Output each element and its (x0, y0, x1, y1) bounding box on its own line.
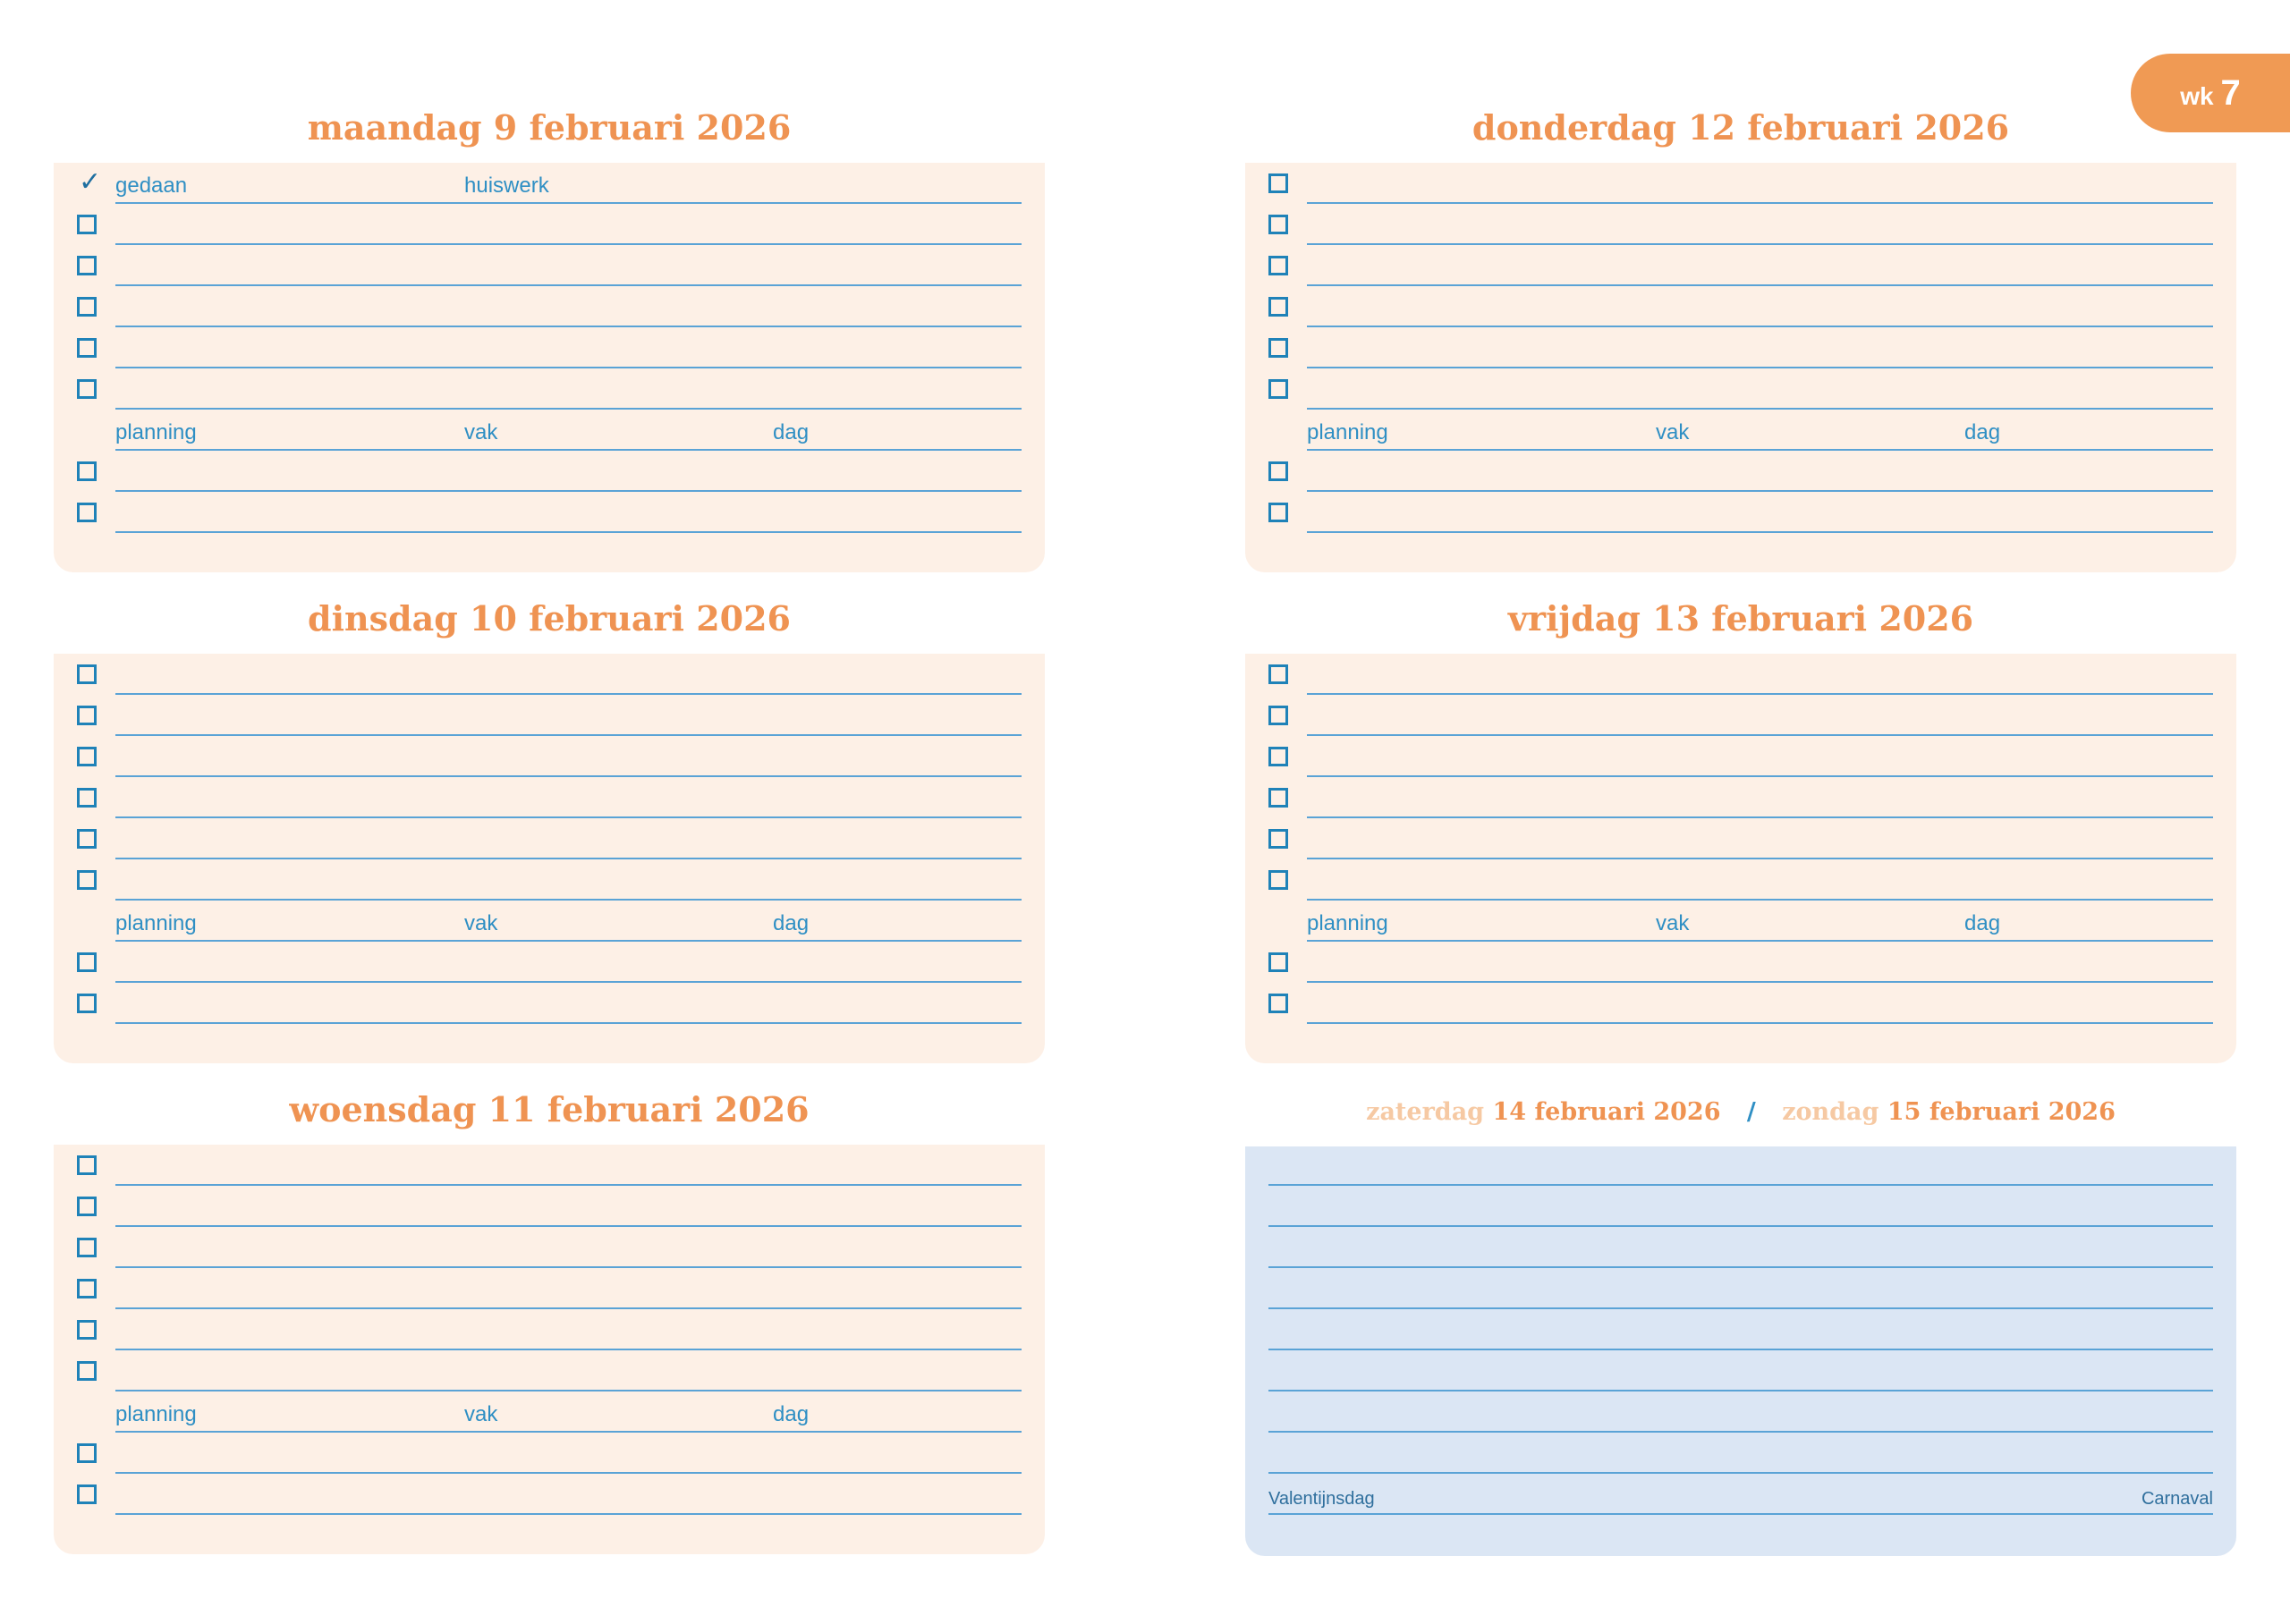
planning-label: planning (1307, 911, 1388, 935)
task-row (54, 1268, 1045, 1309)
task-row (54, 859, 1045, 901)
carnival-label: Carnaval (2141, 1489, 2213, 1509)
task-row (1245, 163, 2236, 204)
week-label: wk (2180, 82, 2214, 110)
task-row (54, 327, 1045, 368)
homework-label: huiswerk (464, 173, 549, 198)
task-row (54, 245, 1045, 286)
task-checkbox[interactable] (77, 1197, 97, 1216)
writing-line[interactable] (1268, 1513, 2213, 1515)
weekend-separator: / (1746, 1098, 1756, 1126)
planning-header-row (1245, 901, 2236, 942)
task-row (54, 695, 1045, 736)
task-checkbox[interactable] (77, 1279, 97, 1298)
task-checkbox[interactable] (1268, 461, 1288, 481)
planning-label: planning (1307, 420, 1388, 444)
day-panel-friday (1245, 654, 2236, 1063)
task-checkbox[interactable] (77, 461, 97, 481)
task-checkbox[interactable] (1268, 994, 1288, 1013)
task-row (54, 818, 1045, 859)
weekend-line-row (1245, 1309, 2236, 1350)
task-row (54, 1350, 1045, 1391)
task-checkbox[interactable] (1268, 256, 1288, 275)
task-checkbox[interactable] (1268, 338, 1288, 358)
day-label: dag (773, 420, 810, 444)
task-checkbox[interactable] (1268, 297, 1288, 317)
day-title-friday: vrijdag 13 februari 2026 (1507, 598, 1974, 639)
day-label: dag (1964, 911, 2001, 935)
notes-row (1245, 1474, 2236, 1515)
weekend-line-row (1245, 1268, 2236, 1309)
task-row (1245, 736, 2236, 777)
task-checkbox[interactable] (77, 1155, 97, 1175)
writing-line[interactable] (1307, 1022, 2213, 1024)
task-checkbox[interactable] (77, 1361, 97, 1381)
task-checkbox[interactable] (77, 706, 97, 725)
week-number: 7 (2220, 72, 2241, 113)
task-row (1245, 818, 2236, 859)
task-row (1245, 286, 2236, 327)
task-checkbox[interactable] (77, 994, 97, 1013)
task-row (1245, 654, 2236, 695)
weekend-line-row (1245, 1227, 2236, 1268)
task-row (1245, 983, 2236, 1024)
task-checkbox[interactable] (77, 664, 97, 684)
task-row (54, 1309, 1045, 1350)
task-row (54, 1145, 1045, 1186)
valentines-day-label: Valentijnsdag (1268, 1489, 1375, 1509)
task-row (54, 368, 1045, 410)
subject-label: vak (464, 911, 498, 935)
task-row (1245, 695, 2236, 736)
day-label: dag (773, 911, 810, 935)
task-checkbox[interactable] (77, 297, 97, 317)
weekend-line-row (1245, 1433, 2236, 1474)
weekend-line-row (1245, 1186, 2236, 1227)
task-checkbox[interactable] (1268, 747, 1288, 766)
weekend-title (1245, 1098, 2236, 1126)
task-row (1245, 368, 2236, 410)
writing-line[interactable] (115, 531, 1022, 533)
task-checkbox[interactable] (77, 338, 97, 358)
day-panel-monday (54, 163, 1045, 572)
sunday-date: 15 februari 2026 (1887, 1098, 2116, 1126)
task-row (1245, 327, 2236, 368)
task-checkbox[interactable] (1268, 215, 1288, 234)
task-row (54, 1186, 1045, 1227)
task-row (54, 654, 1045, 695)
writing-line[interactable] (115, 1022, 1022, 1024)
task-checkbox[interactable] (77, 747, 97, 766)
task-checkbox[interactable] (77, 1443, 97, 1463)
planning-header-row (54, 410, 1045, 451)
writing-line[interactable] (115, 1513, 1022, 1515)
day-label: dag (1964, 420, 2001, 444)
saturday-name: zaterdag (1366, 1098, 1485, 1126)
task-checkbox[interactable] (77, 1320, 97, 1340)
task-checkbox[interactable] (77, 829, 97, 849)
task-row (1245, 942, 2236, 983)
day-label: dag (773, 1402, 810, 1426)
task-row (54, 163, 1045, 204)
weekend-line-row (1245, 1145, 2236, 1186)
weekend-line-row (1245, 1391, 2236, 1433)
task-row (54, 451, 1045, 492)
subject-label: vak (1656, 911, 1690, 935)
task-checkbox[interactable] (77, 503, 97, 522)
day-title-tuesday: dinsdag 10 februari 2026 (308, 598, 791, 639)
task-checkbox[interactable] (77, 788, 97, 808)
task-checkbox[interactable] (1268, 379, 1288, 399)
task-row (1245, 245, 2236, 286)
planning-label: planning (115, 1402, 197, 1426)
day-panel-wednesday (54, 1145, 1045, 1554)
task-row (1245, 492, 2236, 533)
task-row (54, 286, 1045, 327)
task-row (1245, 451, 2236, 492)
saturday-date: 14 februari 2026 (1492, 1098, 1721, 1126)
task-row (54, 777, 1045, 818)
task-row (54, 942, 1045, 983)
day-panel-tuesday (54, 654, 1045, 1063)
task-checkbox[interactable] (77, 379, 97, 399)
task-checkbox[interactable] (1268, 829, 1288, 849)
day-title-thursday: donderdag 12 februari 2026 (1472, 107, 2010, 148)
task-checkbox[interactable] (77, 215, 97, 234)
day-title-monday: maandag 9 februari 2026 (307, 107, 792, 148)
writing-line[interactable] (1307, 531, 2213, 533)
task-checkbox[interactable] (77, 952, 97, 972)
task-checkbox[interactable] (77, 870, 97, 890)
task-row (54, 983, 1045, 1024)
task-row (1245, 204, 2236, 245)
task-checkbox[interactable] (1268, 706, 1288, 725)
task-row (54, 492, 1045, 533)
day-title-wednesday: woensdag 11 februari 2026 (289, 1089, 810, 1129)
planning-header-row (54, 1391, 1045, 1433)
task-row (54, 1433, 1045, 1474)
task-checkbox[interactable] (77, 1484, 97, 1504)
task-checkbox[interactable] (1268, 173, 1288, 193)
planning-label: planning (115, 911, 197, 935)
task-row (54, 1227, 1045, 1268)
task-row (54, 736, 1045, 777)
task-checkbox[interactable] (77, 1238, 97, 1257)
task-row (54, 1474, 1045, 1515)
task-row (1245, 777, 2236, 818)
task-checkbox[interactable] (1268, 952, 1288, 972)
task-row (54, 204, 1045, 245)
task-checkbox[interactable] (1268, 870, 1288, 890)
weekend-panel (1245, 1146, 2236, 1556)
done-label: gedaan (115, 173, 188, 198)
weekend-line-row (1245, 1350, 2236, 1391)
task-checkbox[interactable] (1268, 664, 1288, 684)
subject-label: vak (464, 420, 498, 444)
task-checkbox[interactable] (1268, 503, 1288, 522)
planning-header-row (54, 901, 1045, 942)
sunday-name: zondag (1782, 1098, 1879, 1126)
task-checkbox[interactable] (1268, 788, 1288, 808)
planning-header-row (1245, 410, 2236, 451)
checkmark-icon: ✓ (79, 166, 102, 198)
subject-label: vak (1656, 420, 1690, 444)
day-panel-thursday (1245, 163, 2236, 572)
subject-label: vak (464, 1402, 498, 1426)
task-row (1245, 859, 2236, 901)
planning-label: planning (115, 420, 197, 444)
task-checkbox[interactable] (77, 256, 97, 275)
